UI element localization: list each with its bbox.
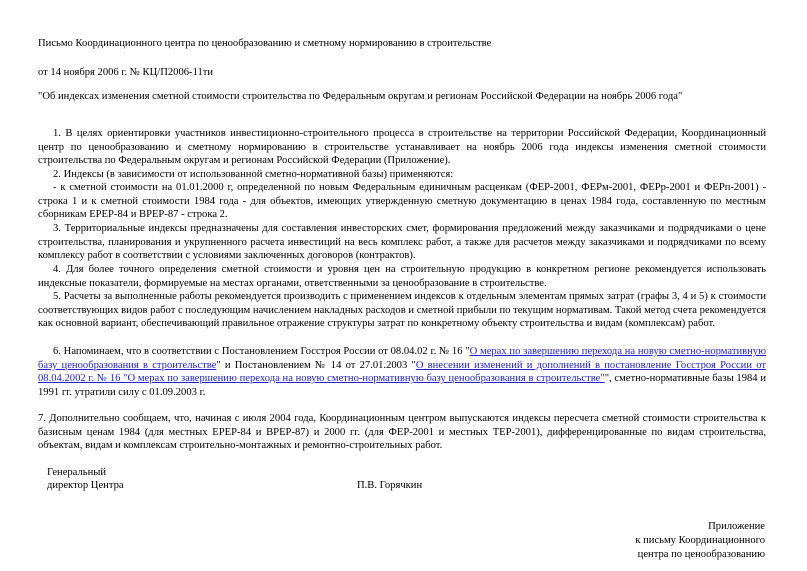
paragraph-6-intro: 6. Напоминаем, что в соответствии с Постановлением Госстроя России от 08.04.02 г. № 16 " [53,346,470,357]
paragraph-6-middle: " и Постановлением № 14 от 27.01.2003 " [216,359,416,371]
paragraph-6-end: ", сметно-нормативные базы 1984 и 1991 гг. утратили силу с 01.09.2003 г. [38,373,766,398]
paragraph-5: 5. Расчеты за выполненные работы рекомендуется производить с применением индексов к отдельным элементам прямых затрат (графы 3, 4 и 5) к стоимости соответствующих видов работ с последующим начислением накладных расходов и сметной прибыли по текущим нормативам. Такой метод счета рекомендуется как основной вариант, обеспечивающий правильное отражение структуры затрат по конкретному объекту строительства и видам (комплексам) работ. [38,291,766,330]
document-title: Письмо Координационного центра по ценообразованию и сметному нормированию в строительстве [38,38,492,49]
paragraph-4: 4. Для более точного определения сметной стоимости и уровня цен на строительную продукцию в конкретном регионе рекомендуется использовать индексные показатели, формируемые на местах органами, ответственными за ценообразование в строительстве. [38,264,766,289]
paragraph-7: 7. Дополнительно сообщаем, что, начиная с июля 2004 года, Координационным центром выпускаются индексы пересчета сметной стоимости строительства к базисным ценам 1984 (для местных ЕРЕР-84 и ВРЕР-87) и 2000 гг. (для ФЕР-2001 и местных ТЕР-2001), дифференцированные по видам строительства, объектам, видам и комплексам строительно-монтажных и ремонтно-строительных работ. [38,413,766,452]
paragraph-6 [38,345,766,399]
signatory-position-line1: Генеральный [47,467,107,478]
appendix-line2: к письму Координационного [635,535,765,546]
decree-16-link[interactable]: О мерах по завершению перехода на новую сметно-нормативную базу ценообразования в строительстве [38,346,767,371]
paragraph-2: 2. Индексы (в зависимости от использованной сметно-нормативной базы) применяются: [53,169,454,180]
document-subject: "Об индексах изменения сметной стоимости строительства по Федеральным округам и регионам Российской Федерации на ноябрь 2006 года" [38,91,683,102]
paragraph-3: 3. Территориальные индексы предназначены для составления инвесторских смет, формирования предложений между заказчиками и подрядчиками о цене строительства, планирования и укрупненного расчета инвестиций на весь комплекс работ, а также для расчетов между заказчиками и подрядчиками по всему комплексу работ в соответствии с условиями заключенных договоров (контрактов). [38,223,766,262]
paragraph-1: 1. В целях ориентировки участников инвестиционно-строительного процесса в строительстве на территории Российской Федерации, Координационный центр по ценообразованию и сметному нормированию в строительстве устанавливает на ноябрь 2006 года индексы изменения сметной стоимости строительства по Федеральным округам и регионам Российской Федерации (Приложение). [38,128,766,167]
appendix-title: Приложение [708,521,765,532]
decree-14-link[interactable]: О внесении изменений и дополнений в постановление Госстроя России от 08.04.2002 г. № 16 "О мерах по завершению перехода на новую сметно-нормативную базу ценообразования в строительстве" [38,359,767,385]
signatory-name: П.В. Горячкин [357,480,423,491]
document-date-number: от 14 ноября 2006 г. № КЦ/П2006-11ти [38,67,214,78]
signatory-position-line2: директор Центра [47,480,124,491]
paragraph-2a: - к сметной стоимости на 01.01.2000 г, определенной по новым Федеральным единичным расценкам (ФЕР-2001, ФЕРм-2001, ФЕРр-2001 и ФЕРп-2001) - строка 1 и к сметной стоимости 1984 года - для объектов, имеющих утвержденную сметную документацию в ценах 1984 года, составленную по местным сборникам ЕРЕР-84 и ВРЕР-87 - строка 2. [38,182,766,221]
appendix-line3: центра по ценообразованию [637,549,765,560]
